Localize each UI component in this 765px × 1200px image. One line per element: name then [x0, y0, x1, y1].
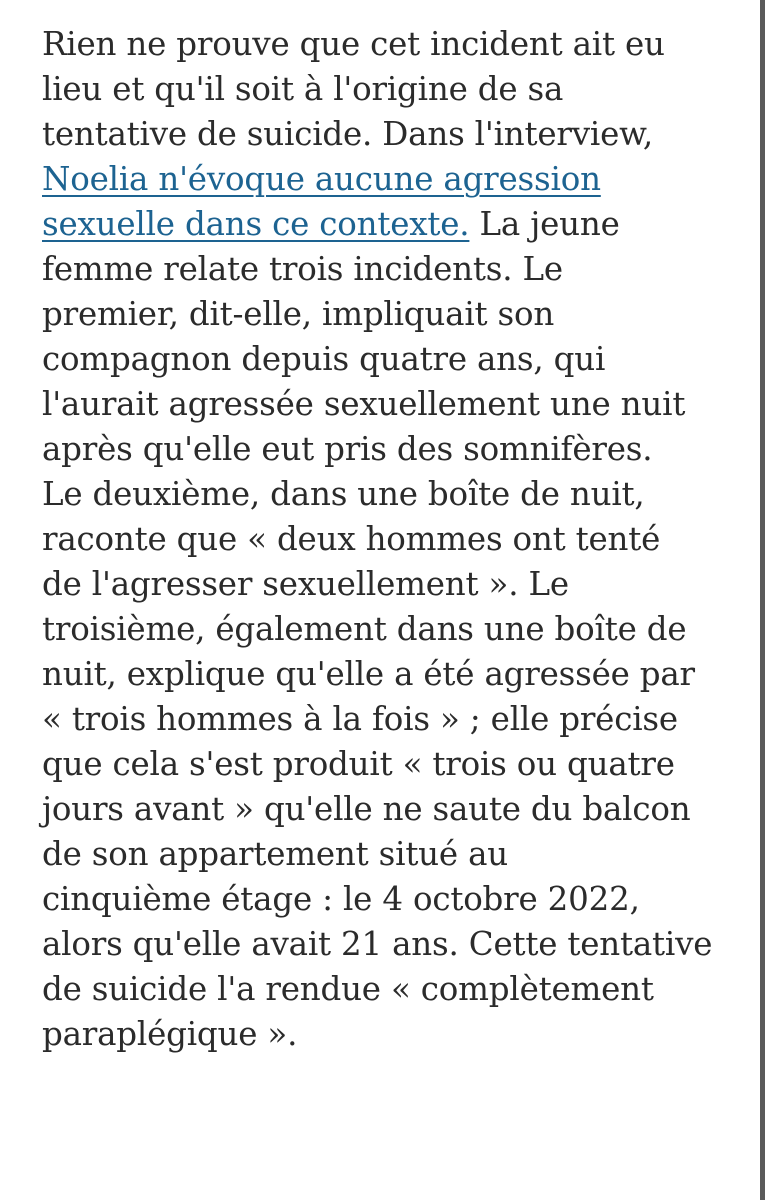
text-line: Le deuxième, dans une boîte de nuit,: [42, 475, 645, 513]
text-line: alors qu'elle avait 21 ans. Cette tentative: [42, 925, 713, 963]
text-line: l'aurait agressée sexuellement une nuit: [42, 385, 686, 423]
text-line: après qu'elle eut pris des somnifères.: [42, 430, 653, 468]
text-line: « trois hommes à la fois » ; elle précise: [42, 700, 678, 738]
text-line: troisième, également dans une boîte de: [42, 610, 687, 648]
text-line: femme relate trois incidents. Le: [42, 250, 563, 288]
text-line: que cela s'est produit « trois ou quatre: [42, 745, 675, 783]
text-line: de son appartement situé au: [42, 835, 508, 873]
text-line: lieu et qu'il soit à l'origine de sa: [42, 70, 564, 108]
text-line: compagnon depuis quatre ans, qui: [42, 340, 606, 378]
text-line: [42, 202, 741, 247]
interview-link-continued[interactable]: sexuelle dans ce contexte.: [42, 205, 470, 243]
text-line: Rien ne prouve que cet incident ait eu: [42, 25, 665, 63]
text-line: premier, dit-elle, impliquait son: [42, 295, 555, 333]
text-line: [42, 157, 741, 202]
text-line: jours avant » qu'elle ne saute du balcon: [42, 790, 691, 828]
text-line: nuit, explique qu'elle a été agressée par: [42, 655, 695, 693]
text-line: de suicide l'a rendue « complètement: [42, 970, 654, 1008]
right-edge-divider: [760, 0, 765, 1200]
text-line: cinquième étage : le 4 octobre 2022,: [42, 880, 640, 918]
text-line: tentative de suicide. Dans l'interview,: [42, 115, 654, 153]
interview-link[interactable]: Noelia n'évoque aucune agression: [42, 160, 601, 198]
text-line: raconte que « deux hommes ont tenté: [42, 520, 661, 558]
text-after-link: La jeune: [469, 205, 620, 243]
article-paragraph: [42, 22, 741, 1057]
text-line: de l'agresser sexuellement ». Le: [42, 565, 569, 603]
text-line: paraplégique ».: [42, 1015, 298, 1053]
